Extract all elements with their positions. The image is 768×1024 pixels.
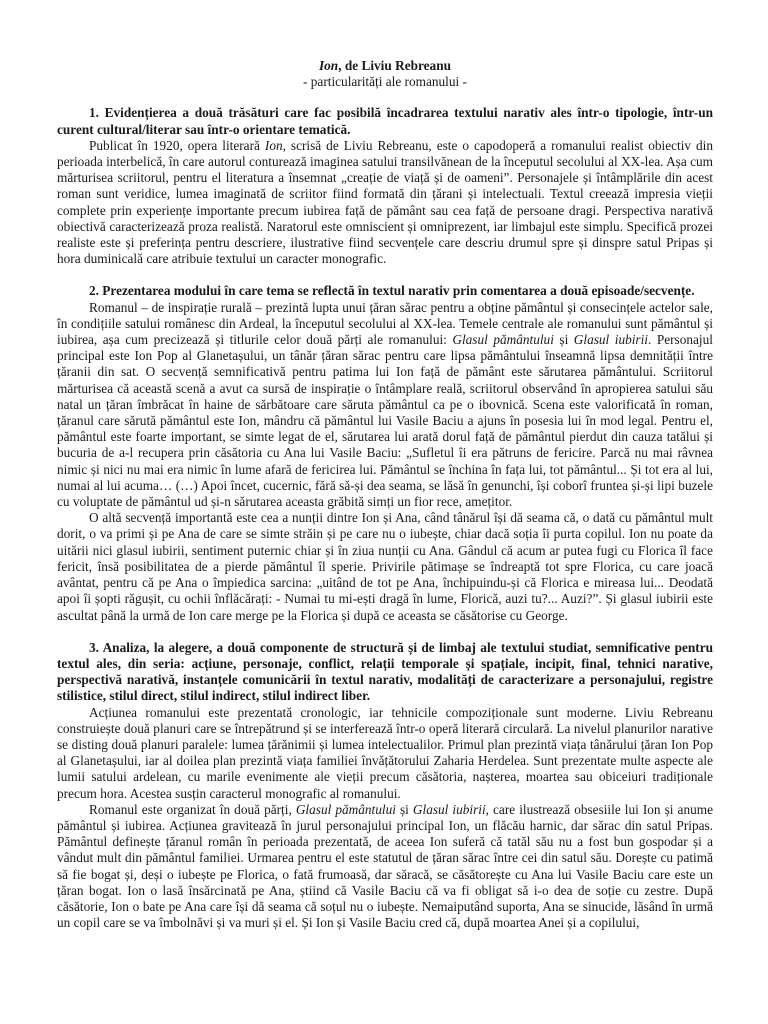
section-3	[57, 640, 713, 932]
title-rest: , de Liviu Rebreanu	[338, 58, 451, 73]
text-run: Publicat în 1920, opera literară	[89, 137, 265, 153]
text-run: Romanul – de inspirație rurală – prezintă lupta unui țăran sărac pentru a obține pământul și consecințele actelor sale, în condițiile satului românesc din Ardeal, la începutul secolului al XX-lea. Temele centrale ale romanului sunt pământul și iubirea, așa cum precizează și titlurile celor două părți ale romanului:	[57, 299, 713, 348]
section-gap	[57, 624, 713, 640]
italic-text: Glasul iubirii	[412, 801, 486, 817]
section-heading: 1. Evidențierea a două trăsături care fac posibilă încadrarea textului narativ ales într-o tipologie, într-un curent cultural/literar sau într-o orientare tematică.	[57, 105, 713, 137]
document-title	[57, 58, 713, 74]
paragraph	[57, 510, 713, 623]
italic-text: Ion	[264, 137, 283, 153]
section-gap	[57, 267, 713, 283]
text-run: și	[553, 332, 574, 348]
text-run: și	[395, 801, 413, 817]
text-run: , care ilustrează obsesiile lui Ion și anume pământul și iubirea. Acțiunea gravitează în jurul personajului principal Ion, un flăcău harnic, dar sărac din satul Pripas. Pământul definește țăranul român în perioada prezentată, de aceea Ion suferă că tatăl său nu a fost bun gospodar și a vândut mult din pământul familiei. Urmarea pentru el este statutul de țăran sărac între cei din satul său. Dorește cu patimă să fie bogat și, deși o iubește pe Florica, o fată frumoasă, dar săracă, se căsătorește cu Ana lui Vasile Baciu care este un țăran bogat. Ion o lasă însărcinată pe Ana, știind că Vasile Baciu că va fi obligat să i-o dea de soție cu zestre. După căsătorie, Ion o bate pe Ana care își dă seama că soțul nu o iubește. Nemaiputând suporta, Ana se sinucide, lăsând în urmă un copil care se va îmbolnăvi și va muri și el. Și Ion și Vasile Baciu cred că, după moartea Anei și a copilului,	[57, 801, 713, 931]
italic-text: Glasul pământului	[295, 801, 396, 817]
paragraph	[57, 802, 713, 932]
section-heading: 2. Prezentarea modului în care tema se reflectă în textul narativ prin comentarea a două episoade/secvențe.	[89, 283, 695, 299]
text-run: Romanul este organizat în două părți,	[89, 801, 296, 817]
paragraph	[57, 300, 713, 511]
section-heading: 3. Analiza, la alegere, a două componente de structură și de limbaj ale textului studiat, semnificative pentru textul ales, din seria: acțiune, personaje, conflict, relații temporale și spațiale, incipit, final, tehnici narative, perspectivă narativă, instanțele comunicării în textul narativ, modalități de caracterizare a personajului, registre stilistice, stilul direct, stilul indirect, stilul indirect liber.	[57, 639, 713, 704]
text-run: Acțiunea romanului este prezentată cronologic, iar tehnicile compoziționale sunt moderne. Liviu Rebreanu construiește două planuri care se întrepătrund și se interferează într-o operă literară circulară. La nivelul planurilor narative se disting două planuri paralele: lumea țărănimii și lumea intelectualilor. Primul plan prezintă viața tânărului țăran Ion Pop al Glanetașului, iar al doilea plan prezintă viața familiei învățătorului Zaharia Herdelea. Sunt prezentate multe aspecte ale lumii satului ardelean, cu marile evenimente ale vieții precum căsătoria, nașterea, moartea sau obiceiuri tradiționale precum hora. Acestea susțin caracterul monografic al romanului.	[57, 704, 713, 801]
paragraph	[57, 705, 713, 802]
text-run: , scrisă de Liviu Rebreanu, este o capodoperă a romanului realist obiectiv din perioada interbelică, în care autorul conturează imaginea satului transilvănean de la începutul secolului al XX-lea. Așa cum mărturisea scriitorul, pentru el literatura a însemnat „creație de viață și de oameni”. Personajele și întâmplările din acest roman sunt veridice, lumea imaginată de scriitor fiind formată din țărani și intelectuali. Textul creează impresia vieții complete prin experiențe importante precum iubirea față de pământ sau cea față de persoane dragi. Perspectiva narativă obiectivă caracterizează proza realistă. Naratorul este omniscient și omniprezent, iar limbajul este simplu. Specifică prozei realiste este și preferința pentru descriere, ilustrative fiind secvențele care descriu drumul spre și dinspre satul Pripas și hora duminicală care atribuie textului un caracter monografic.	[57, 137, 713, 267]
italic-text: Glasul pământului	[452, 332, 554, 348]
text-run: O altă secvență importantă este cea a nunții dintre Ion și Ana, când tânărul își dă seama că, o dată cu pământul mult dorit, o va primi și pe Ana de care se simte străin și pe care nu o iubește, chiar dacă soția îi purta copilul. Ion nu poate da uitării nici glasul iubirii, sentiment puternic chiar și în ziua nunții cu Ana. Gândul că acum ar putea fugi cu Florica îl face fericit, însă posibilitatea de a pierde pământul îl sperie. Privirile pătimașe se îndreaptă tot spre Florica, cu care joacă avântat, pentru că pe Ana o împiedica sarcina: „uitând de tot pe Ana, închipuindu-și că Florica e mireasa lui... Deodată apoi îi șopti răgușit, cu ochii înflăcărați: - Numai tu mi-ești dragă în lume, Florică, auzi tu?... Auzi?”. Și glasul iubirii este ascultat până la urmă de Ion care merge pe la Florica și după ce aceasta se căsătorise cu George.	[57, 510, 713, 623]
section-1	[57, 105, 713, 267]
document-body	[57, 105, 713, 931]
title-italic: Ion	[318, 58, 339, 73]
document-subtitle: - particularități ale romanului -	[303, 74, 467, 90]
italic-text: Glasul iubirii	[573, 332, 648, 348]
section-2	[57, 283, 713, 623]
text-run: . Personajul principal este Ion Pop al Glanetașului, un tânăr țăran sărac pentru care lipsa pământului înseamnă lipsa demnității între țăranii din sat. O secvență semnificativă pentru patima lui Ion față de pământ este sărutarea pământului. Scriitorul mărturisea că această scenă a avut ca sursă de inspirație o întâmplare reală, scriitorul observând în apropierea satului său natal un țăran îmbrăcat în haine de sărbătoare care săruta pământul ca pe o ibovnică. Scena este valorificată în roman, țăranul care sărută pământul este Ion, mândru că pământul lui Vasile Baciu a ajuns în posesia lui în mod legal. Pentru el, pământul este foarte important, se simte legat de el, sărutarea lui arată dorul față de pământul pierdut din cauza tatălui și bucuria de a-l recupera prin căsătoria cu Ana lui Vasile Baciu: „Sufletul îi era pătruns de fericire. Parcă nu mai râvnea nimic și nici nu mai era nimic în lume afară de fericirea lui. Pământul se închina în fața lui, tot pământul... Și tot era al lui, numai al lui acuma… (…) Apoi încet, cucernic, fără să-și dea seama, se lăsă în genunchi, își coborî fruntea și-și lipi buzele cu voluptate de pământul ud și-n sărutarea aceasta grăbită simți un fior rece, amețitor.	[57, 332, 713, 510]
paragraph	[57, 138, 713, 268]
